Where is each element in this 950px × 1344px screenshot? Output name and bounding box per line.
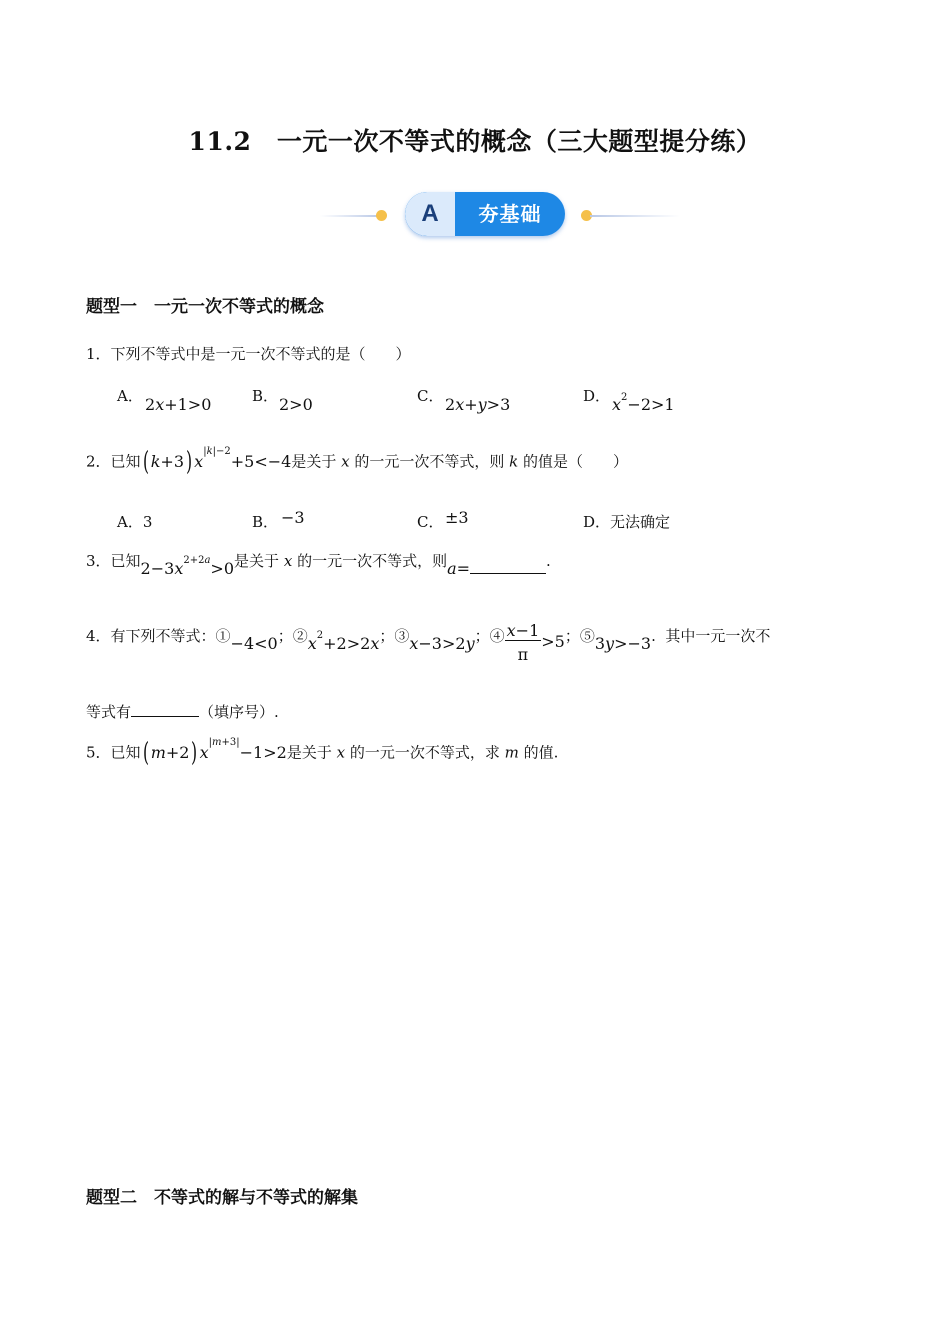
q2-option-c-math: ±3: [445, 508, 469, 527]
level-letter: A: [405, 192, 455, 236]
q1-option-b-label: B．: [252, 387, 279, 405]
level-banner: [300, 186, 680, 242]
q2-math: ( k+3) $x^{|k|-2}+5<-4$: [142, 446, 292, 477]
q4-item-3: x−3>2y: [409, 634, 475, 653]
q3-tail: .: [546, 552, 551, 570]
q4-line2-tail: （填序号）.: [199, 703, 279, 721]
q4-line2-prefix: 等式有: [86, 703, 132, 721]
question-5-stem: [86, 737, 559, 768]
q2-suffix-c: 的值是（ ）: [523, 452, 629, 471]
q4-prefix: 4．有下列不等式：①: [86, 627, 231, 645]
q1-option-c-math: 2x+y>3: [445, 395, 511, 414]
q4-item-5: 3y>−3: [594, 634, 652, 653]
q3-suffix-b: 的一元一次不等式，则: [297, 552, 448, 570]
q5-var-m: m: [504, 743, 519, 762]
q1-option-a-label: A．: [117, 387, 143, 405]
banner-dot-left: [376, 210, 387, 221]
q3-math: $2-3x^{2+2a}>0$: [140, 555, 235, 578]
q4-item-4: $\frac{x-1}{\pi}$ >5: [506, 621, 565, 664]
q2-option-b-math: −3: [281, 508, 305, 527]
q2-option-a: A．3: [117, 513, 153, 531]
q2-var-k: k: [509, 452, 519, 471]
page-title: 11.2 一元一次不等式的概念（三大题型提分练）: [188, 127, 762, 156]
question-4-line2: [86, 701, 279, 722]
q1-option-d-label: D．: [583, 387, 611, 405]
q2-option-b-label: B．: [252, 513, 279, 531]
q2-suffix-a: 是关于: [291, 452, 337, 471]
q3-answer-blank[interactable]: [470, 573, 546, 574]
level-label: 夯基础: [478, 202, 542, 226]
q2-prefix: 2．已知: [86, 452, 141, 471]
banner-line-right: [590, 215, 680, 217]
q2-option-c-label: C．: [417, 513, 444, 531]
section-heading-1: 题型一 一元一次不等式的概念: [86, 297, 324, 317]
question-4-stem: 4．有下列不等式：①−4<0；$②x^2+2>2x$；③x−3>2y；④ $\frac{x-1}{\pi}$ >5；⑤3y>−3. 其中一元一次不: [86, 621, 771, 664]
banner-line-left: [320, 215, 380, 217]
q5-prefix: 5．已知: [86, 743, 141, 762]
section-heading-2: 题型二 不等式的解与不等式的解集: [86, 1188, 358, 1208]
level-badge: [405, 192, 565, 236]
question-2-stem: [86, 446, 629, 477]
q4-tail: 其中一元一次不: [665, 627, 771, 645]
q2-option-d: D．无法确定: [583, 513, 671, 531]
q5-suffix-a: 是关于: [286, 743, 332, 762]
q4-answer-blank[interactable]: [131, 716, 199, 717]
q3-var-x: x: [283, 552, 293, 570]
q3-prefix: 3．已知: [86, 552, 141, 570]
q2-suffix-b: 的一元一次不等式，则: [354, 452, 505, 471]
q3-answer-expr: a=: [447, 559, 546, 578]
q3-suffix-a: 是关于: [234, 552, 280, 570]
q1-option-b-math: 2>0: [279, 395, 313, 414]
q1-option-c-label: C．: [417, 387, 444, 405]
q5-math: ( m+2) $x^{|m+3|}-1>2$: [142, 737, 287, 768]
q1-option-d-math: $x^2-2>1$: [612, 392, 675, 414]
q4-item-2: $x^2+2>2x$: [307, 630, 380, 653]
question-3-stem: [86, 550, 551, 578]
q5-suffix-b: 的一元一次不等式，求: [349, 743, 500, 762]
q1-option-a-math: 2x+1>0: [145, 395, 212, 414]
question-1-stem: 1．下列不等式中是一元一次不等式的是（ ）: [86, 345, 411, 363]
q4-item-1: −4<0: [230, 634, 278, 653]
q5-var-x: x: [336, 743, 346, 762]
q2-var-x: x: [341, 452, 350, 471]
q5-suffix-c: 的值.: [523, 743, 559, 762]
